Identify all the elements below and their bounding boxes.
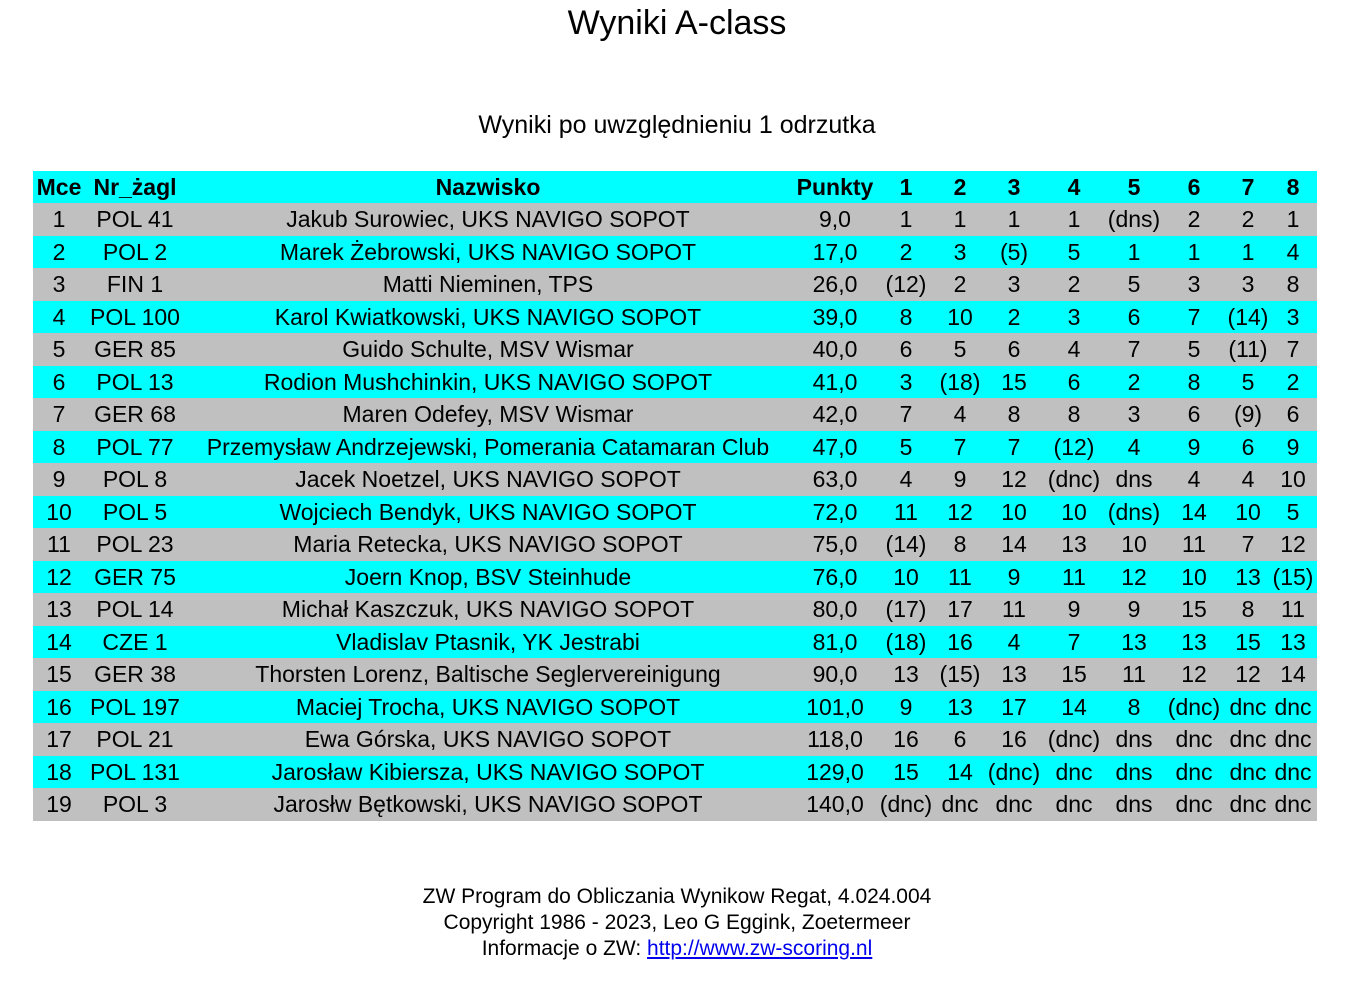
cell-nazwisko: Jakub Surowiec, UKS NAVIGO SOPOT [286,206,690,233]
table-row [33,756,1317,789]
cell-race-3: 17 [1001,693,1027,720]
cell-race-5: 13 [1121,628,1147,655]
cell-race-6: dnc [1175,758,1213,785]
cell-race-6: 10 [1181,563,1207,590]
cell-race-5: 11 [1122,661,1146,688]
header-race-6: 6 [1161,171,1227,203]
cell-race-2: 6 [953,726,967,753]
header-punkty: Punkty [791,171,879,203]
cell-race-7: (9) [1233,401,1263,428]
cell-race-8: 12 [1280,531,1306,558]
cell-nazwisko: Jarosław Kibiersza, UKS NAVIGO SOPOT [271,758,705,785]
table-row [33,561,1317,594]
cell-nr-zagl: POL 23 [96,531,174,558]
table-row [33,301,1317,334]
cell-race-4: (dnc) [1047,466,1101,493]
cell-race-6: 3 [1187,271,1201,298]
cell-race-4: 3 [1067,303,1081,330]
cell-nr-zagl: POL 100 [90,303,180,330]
cell-race-3: (5) [999,238,1029,265]
cell-nr-zagl: POL 21 [96,726,174,753]
cell-mce: 18 [46,758,72,785]
cell-nazwisko: Thorsten Lorenz, Baltische Seglervereinigung [255,661,721,688]
cell-nazwisko: Marek Żebrowski, UKS NAVIGO SOPOT [279,238,697,265]
cell-race-7: dnc [1229,693,1267,720]
cell-race-8: dnc [1274,726,1312,753]
cell-race-1: 3 [899,368,913,395]
cell-race-6: 12 [1181,661,1207,688]
cell-race-3: 12 [1001,466,1027,493]
cell-race-6: 6 [1187,401,1201,428]
cell-race-1: (14) [885,531,927,558]
cell-race-5: 12 [1121,563,1147,590]
cell-race-3: dnc [995,791,1033,818]
cell-mce: 14 [46,628,72,655]
cell-punkty: 39,0 [812,303,858,330]
header-race-4: 4 [1041,171,1107,203]
cell-race-2: 13 [947,693,973,720]
cell-nr-zagl: POL 3 [102,791,168,818]
cell-race-1: 15 [893,758,919,785]
cell-race-3: (dnc) [987,758,1041,785]
header-race-8: 8 [1269,171,1317,203]
cell-race-1: 7 [899,401,913,428]
cell-race-1: 4 [899,466,913,493]
cell-nr-zagl: GER 85 [94,336,176,363]
table-row [33,268,1317,301]
page-subtitle: Wyniki po uwzględnieniu 1 odrzutka [478,111,876,139]
cell-race-7: 15 [1235,628,1261,655]
cell-race-7: 10 [1235,498,1261,525]
cell-race-1: 11 [894,498,918,525]
cell-nr-zagl: POL 14 [96,596,174,623]
cell-race-3: 8 [1007,401,1021,428]
cell-race-2: (18) [939,368,981,395]
cell-punkty: 40,0 [812,336,858,363]
cell-race-7: 2 [1241,206,1255,233]
cell-race-8: 9 [1286,433,1300,460]
cell-nr-zagl: POL 131 [90,758,180,785]
cell-race-4: 4 [1067,336,1081,363]
cell-race-4: 15 [1061,661,1087,688]
cell-race-8: 1 [1286,206,1300,233]
cell-race-5: 5 [1127,271,1141,298]
cell-mce: 17 [46,726,72,753]
cell-race-3: 16 [1001,726,1027,753]
cell-race-1: (17) [885,596,927,623]
footer [0,884,1354,962]
table-row [33,203,1317,236]
table-header-row [33,171,1317,203]
cell-nazwisko: Michał Kaszczuk, UKS NAVIGO SOPOT [281,596,695,623]
table-row [33,431,1317,464]
cell-race-1: 5 [899,433,913,460]
cell-race-7: 6 [1241,433,1255,460]
cell-nazwisko: Guido Schulte, MSV Wismar [342,336,634,363]
cell-race-2: 12 [947,498,973,525]
cell-punkty: 75,0 [812,531,858,558]
cell-race-1: 6 [899,336,913,363]
cell-punkty: 90,0 [812,661,858,688]
cell-nr-zagl: POL 5 [102,498,168,525]
cell-race-7: 4 [1241,466,1255,493]
cell-mce: 5 [52,336,66,363]
cell-race-3: 6 [1007,336,1021,363]
zw-scoring-link[interactable]: http://www.zw-scoring.nl [647,937,873,960]
cell-mce: 2 [52,238,66,265]
cell-race-5: 8 [1127,693,1141,720]
cell-race-4: 5 [1067,238,1081,265]
cell-race-3: 3 [1007,271,1021,298]
cell-race-6: 13 [1181,628,1207,655]
cell-race-8: 6 [1286,401,1300,428]
cell-race-4: 10 [1061,498,1087,525]
cell-race-2: 8 [953,531,967,558]
cell-race-6: 15 [1181,596,1207,623]
cell-race-4: 7 [1067,628,1081,655]
cell-race-6: dnc [1175,791,1213,818]
header-nr-zagl: Nr_żagl [85,171,185,203]
cell-race-2: 11 [948,563,972,590]
cell-nazwisko: Wojciech Bendyk, UKS NAVIGO SOPOT [279,498,697,525]
cell-race-7: 3 [1241,271,1255,298]
cell-race-8: 3 [1286,303,1300,330]
cell-race-5: 6 [1127,303,1141,330]
cell-race-8: (15) [1272,563,1314,590]
cell-race-2: 5 [953,336,967,363]
table-row [33,723,1317,756]
cell-mce: 9 [52,466,66,493]
cell-race-7: 13 [1235,563,1261,590]
cell-mce: 7 [52,401,66,428]
cell-nr-zagl: POL 8 [102,466,168,493]
cell-race-4: 6 [1067,368,1081,395]
cell-race-8: dnc [1274,758,1312,785]
header-nazwisko: Nazwisko [185,171,791,203]
cell-nr-zagl: GER 75 [94,563,176,590]
table-row [33,333,1317,366]
cell-race-2: 1 [953,206,967,233]
cell-race-2: 14 [947,758,973,785]
cell-nazwisko: Jarosłw Bętkowski, UKS NAVIGO SOPOT [273,791,703,818]
cell-race-2: 3 [953,238,967,265]
cell-race-5: dns [1115,466,1153,493]
cell-race-6: 9 [1187,433,1201,460]
cell-race-8: dnc [1274,693,1312,720]
cell-race-6: 11 [1182,531,1206,558]
cell-mce: 6 [52,368,66,395]
table-row [33,496,1317,529]
cell-mce: 11 [47,531,71,558]
cell-race-5: (dns) [1107,498,1161,525]
cell-nr-zagl: POL 41 [96,206,174,233]
cell-race-8: 10 [1280,466,1306,493]
cell-nazwisko: Jacek Noetzel, UKS NAVIGO SOPOT [295,466,681,493]
cell-race-1: 2 [899,238,913,265]
cell-race-1: 13 [893,661,919,688]
cell-race-8: 2 [1286,368,1300,395]
footer-info-label: Informacje o ZW: [481,937,648,960]
cell-punkty: 101,0 [806,693,864,720]
cell-race-7: 1 [1241,238,1255,265]
page-title: Wyniki A-class [567,4,787,42]
cell-race-2: 17 [947,596,973,623]
cell-race-6: 5 [1187,336,1201,363]
cell-race-4: (dnc) [1047,726,1101,753]
cell-mce: 8 [52,433,66,460]
header-race-3: 3 [987,171,1041,203]
cell-race-7: dnc [1229,726,1267,753]
cell-punkty: 47,0 [812,433,858,460]
cell-nr-zagl: POL 13 [96,368,174,395]
cell-race-3: 7 [1007,433,1021,460]
cell-race-5: dns [1115,726,1153,753]
cell-race-2: dnc [941,791,979,818]
cell-race-8: 4 [1286,238,1300,265]
cell-race-2: 10 [947,303,973,330]
cell-race-5: 3 [1127,401,1141,428]
cell-race-7: (11) [1228,336,1268,363]
cell-race-3: 10 [1001,498,1027,525]
cell-race-4: (12) [1053,433,1095,460]
cell-race-7: 7 [1241,531,1255,558]
cell-race-8: 11 [1281,596,1305,623]
cell-race-3: 1 [1007,206,1021,233]
cell-nazwisko: Maren Odefey, MSV Wismar [342,401,634,428]
cell-race-5: dns [1115,758,1153,785]
cell-race-1: 10 [893,563,919,590]
header-race-7: 7 [1227,171,1269,203]
results-body [33,203,1317,821]
table-row [33,593,1317,626]
footer-program-line: ZW Program do Obliczania Wynikow Regat, 4.024.004 [422,885,932,908]
cell-race-3: 2 [1007,303,1021,330]
cell-race-6: 14 [1181,498,1207,525]
cell-punkty: 80,0 [812,596,858,623]
cell-mce: 16 [46,693,72,720]
header-mce: Mce [33,171,85,203]
cell-punkty: 63,0 [812,466,858,493]
cell-race-5: 7 [1127,336,1141,363]
cell-race-4: 13 [1061,531,1087,558]
cell-race-8: 7 [1286,336,1300,363]
cell-race-1: 9 [899,693,913,720]
cell-nazwisko: Karol Kwiatkowski, UKS NAVIGO SOPOT [274,303,702,330]
cell-race-4: 11 [1062,563,1086,590]
cell-race-5: 10 [1121,531,1147,558]
cell-punkty: 9,0 [819,206,851,233]
cell-race-8: 14 [1280,661,1306,688]
cell-race-5: 4 [1127,433,1141,460]
cell-nazwisko: Maciej Trocha, UKS NAVIGO SOPOT [295,693,681,720]
cell-race-7: (14) [1227,303,1269,330]
cell-mce: 13 [46,596,72,623]
cell-race-4: dnc [1055,791,1093,818]
cell-race-4: 8 [1067,401,1081,428]
cell-race-6: 2 [1187,206,1201,233]
cell-race-2: 2 [953,271,967,298]
cell-nr-zagl: GER 38 [94,661,176,688]
cell-nr-zagl: FIN 1 [106,271,164,298]
cell-punkty: 42,0 [812,401,858,428]
cell-punkty: 129,0 [806,758,864,785]
table-row [33,366,1317,399]
cell-race-4: 9 [1067,596,1081,623]
cell-race-1: 16 [893,726,919,753]
cell-race-4: 2 [1067,271,1081,298]
cell-nr-zagl: POL 197 [90,693,180,720]
cell-punkty: 76,0 [812,563,858,590]
table-row [33,463,1317,496]
cell-race-1: 1 [899,206,913,233]
cell-race-2: 4 [953,401,967,428]
cell-race-2: 7 [953,433,967,460]
cell-punkty: 26,0 [812,271,858,298]
cell-race-6: 1 [1187,238,1201,265]
cell-race-6: 4 [1187,466,1201,493]
cell-punkty: 17,0 [812,238,858,265]
footer-copyright-line: Copyright 1986 - 2023, Leo G Eggink, Zoetermeer [443,911,911,934]
cell-race-3: 13 [1001,661,1027,688]
table-row [33,788,1317,821]
cell-race-7: dnc [1229,758,1267,785]
cell-race-3: 15 [1001,368,1027,395]
cell-race-3: 4 [1007,628,1021,655]
table-row [33,236,1317,269]
cell-punkty: 41,0 [812,368,858,395]
cell-race-4: 1 [1067,206,1081,233]
cell-nazwisko: Maria Retecka, UKS NAVIGO SOPOT [293,531,683,558]
cell-nr-zagl: POL 2 [102,238,168,265]
cell-race-4: 14 [1061,693,1087,720]
cell-mce: 10 [46,498,72,525]
cell-mce: 3 [52,271,66,298]
footer-info-line [0,936,1354,962]
cell-race-2: 9 [953,466,967,493]
cell-race-3: 11 [1002,596,1026,623]
table-row [33,691,1317,724]
cell-race-4: dnc [1055,758,1093,785]
cell-punkty: 81,0 [812,628,858,655]
table-row [33,626,1317,659]
cell-race-3: 9 [1007,563,1021,590]
cell-race-5: 9 [1127,596,1141,623]
cell-mce: 4 [52,303,66,330]
cell-race-6: (dnc) [1167,693,1221,720]
cell-mce: 1 [52,206,66,233]
results-table [33,171,1317,821]
cell-mce: 19 [46,791,72,818]
header-race-1: 1 [879,171,933,203]
cell-nazwisko: Rodion Mushchinkin, UKS NAVIGO SOPOT [263,368,713,395]
cell-race-7: 5 [1241,368,1255,395]
cell-nr-zagl: GER 68 [94,401,176,428]
table-row [33,658,1317,691]
cell-nr-zagl: POL 77 [96,433,174,460]
cell-punkty: 118,0 [807,726,863,753]
cell-race-8: 5 [1286,498,1300,525]
cell-race-1: (dnc) [879,791,933,818]
table-row [33,398,1317,431]
cell-punkty: 72,0 [812,498,858,525]
cell-race-6: 8 [1187,368,1201,395]
cell-race-1: 8 [899,303,913,330]
cell-nr-zagl: CZE 1 [102,628,168,655]
cell-mce: 15 [46,661,72,688]
cell-race-5: 2 [1127,368,1141,395]
cell-race-7: 12 [1235,661,1261,688]
cell-race-8: dnc [1274,791,1312,818]
cell-race-3: 14 [1001,531,1027,558]
cell-race-5: dns [1115,791,1153,818]
cell-race-1: (18) [885,628,927,655]
cell-race-6: dnc [1175,726,1213,753]
cell-nazwisko: Ewa Górska, UKS NAVIGO SOPOT [304,726,672,753]
cell-race-7: dnc [1229,791,1267,818]
table-row [33,528,1317,561]
cell-race-6: 7 [1187,303,1201,330]
cell-nazwisko: Vladislav Ptasnik, YK Jestrabi [336,628,640,655]
cell-race-5: (dns) [1107,206,1161,233]
cell-race-1: (12) [885,271,927,298]
cell-race-8: 8 [1286,271,1300,298]
cell-race-5: 1 [1127,238,1141,265]
cell-race-2: (15) [939,661,981,688]
cell-nazwisko: Przemysław Andrzejewski, Pomerania Catamaran Club [206,433,770,460]
cell-nazwisko: Joern Knop, BSV Steinhude [344,563,632,590]
header-race-5: 5 [1107,171,1161,203]
cell-nazwisko: Matti Nieminen, TPS [382,271,594,298]
cell-race-8: 13 [1280,628,1306,655]
header-race-2: 2 [933,171,987,203]
cell-race-7: 8 [1241,596,1255,623]
cell-mce: 12 [46,563,72,590]
cell-punkty: 140,0 [806,791,864,818]
cell-race-2: 16 [947,628,973,655]
